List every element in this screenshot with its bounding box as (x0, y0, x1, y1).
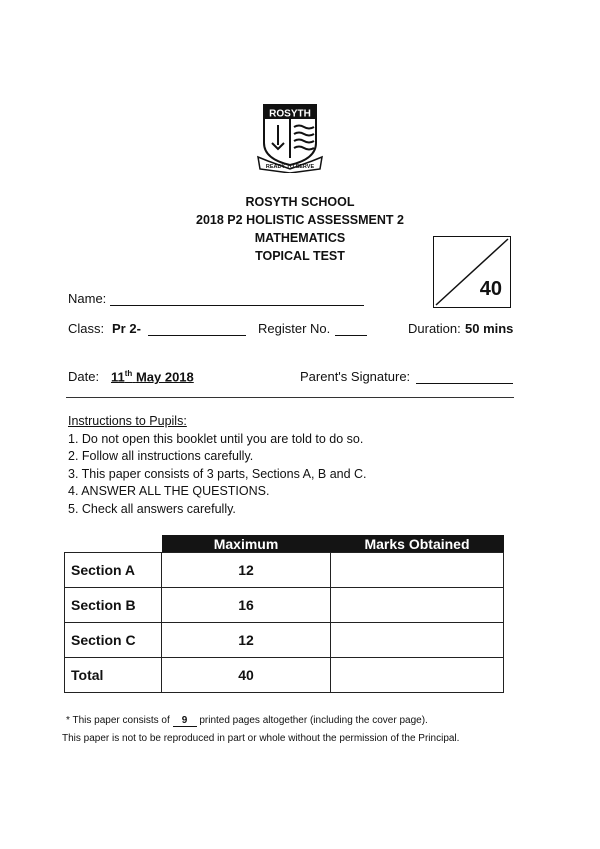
instruction-item: 4. ANSWER ALL THE QUESTIONS. (68, 484, 270, 498)
date-label: Date: (68, 369, 100, 384)
table-row (65, 623, 504, 658)
page-count: 9 (173, 715, 197, 727)
total-marks: 40 (479, 278, 502, 300)
crest-motto: READY TO SERVE (265, 164, 315, 170)
school-crest (256, 103, 324, 173)
table-row (65, 658, 504, 693)
instruction-item: 2. Follow all instructions carefully. (68, 449, 254, 463)
date-rest: May 2018 (135, 369, 194, 385)
blank-header-cell (65, 535, 162, 553)
section-label: Section C (65, 623, 162, 658)
total-marks-box (433, 236, 511, 308)
footnote-suffix: printed pages altogether (including the cover page). (199, 715, 428, 726)
date-value (111, 369, 194, 384)
section-max: 12 (162, 623, 331, 658)
maximum-header: Maximum (162, 535, 331, 553)
assessment-title: 2018 P2 HOLISTIC ASSESSMENT 2 (196, 213, 404, 227)
crest-top-text: ROSYTH (269, 108, 311, 120)
section-label: Section A (65, 553, 162, 588)
subject-title: MATHEMATICS (254, 231, 346, 245)
date-day: 11 (111, 369, 125, 385)
section-max: 16 (162, 588, 331, 623)
section-label: Total (65, 658, 162, 693)
register-label: Register No. (258, 321, 331, 336)
signature-label: Parent's Signature: (300, 369, 411, 384)
marks-obtained-header: Marks Obtained (331, 535, 504, 553)
marks-obtained-cell[interactable] (331, 623, 504, 658)
table-row (65, 553, 504, 588)
instructions (68, 413, 367, 518)
marks-table (64, 535, 504, 693)
footnote-prefix: * This paper consists of (66, 715, 170, 726)
class-label: Class: (68, 321, 105, 336)
class-field[interactable] (148, 321, 246, 336)
section-label: Section B (65, 588, 162, 623)
date-suffix: th (124, 369, 133, 378)
name-field[interactable] (110, 291, 364, 306)
school-name: ROSYTH SCHOOL (245, 195, 355, 209)
section-max: 40 (162, 658, 331, 693)
marks-obtained-cell[interactable] (331, 553, 504, 588)
test-type: TOPICAL TEST (255, 249, 345, 263)
instruction-item: 1. Do not open this booklet until you are told to do so. (68, 431, 364, 446)
page-count-note (66, 715, 428, 727)
instruction-item: 5. Check all answers carefully. (68, 501, 236, 516)
duration-value: 50 mins (465, 321, 514, 336)
copyright-note: This paper is not to be reproduced in part or whole without the permission of the Principal. (62, 733, 460, 744)
instructions-title: Instructions to Pupils: (68, 414, 187, 428)
instructions-list (68, 431, 367, 519)
table-row (65, 588, 504, 623)
register-field[interactable] (335, 321, 367, 336)
marks-obtained-cell[interactable] (331, 588, 504, 623)
duration-label: Duration: (408, 321, 461, 336)
separator-rule (66, 397, 514, 398)
instruction-item: 3. This paper consists of 3 parts, Sections A, B and C. (68, 466, 367, 481)
signature-field[interactable] (416, 369, 513, 384)
marks-obtained-cell[interactable] (331, 658, 504, 693)
class-value: Pr 2- (112, 321, 141, 336)
name-label: Name: (68, 291, 107, 306)
section-max: 12 (162, 553, 331, 588)
